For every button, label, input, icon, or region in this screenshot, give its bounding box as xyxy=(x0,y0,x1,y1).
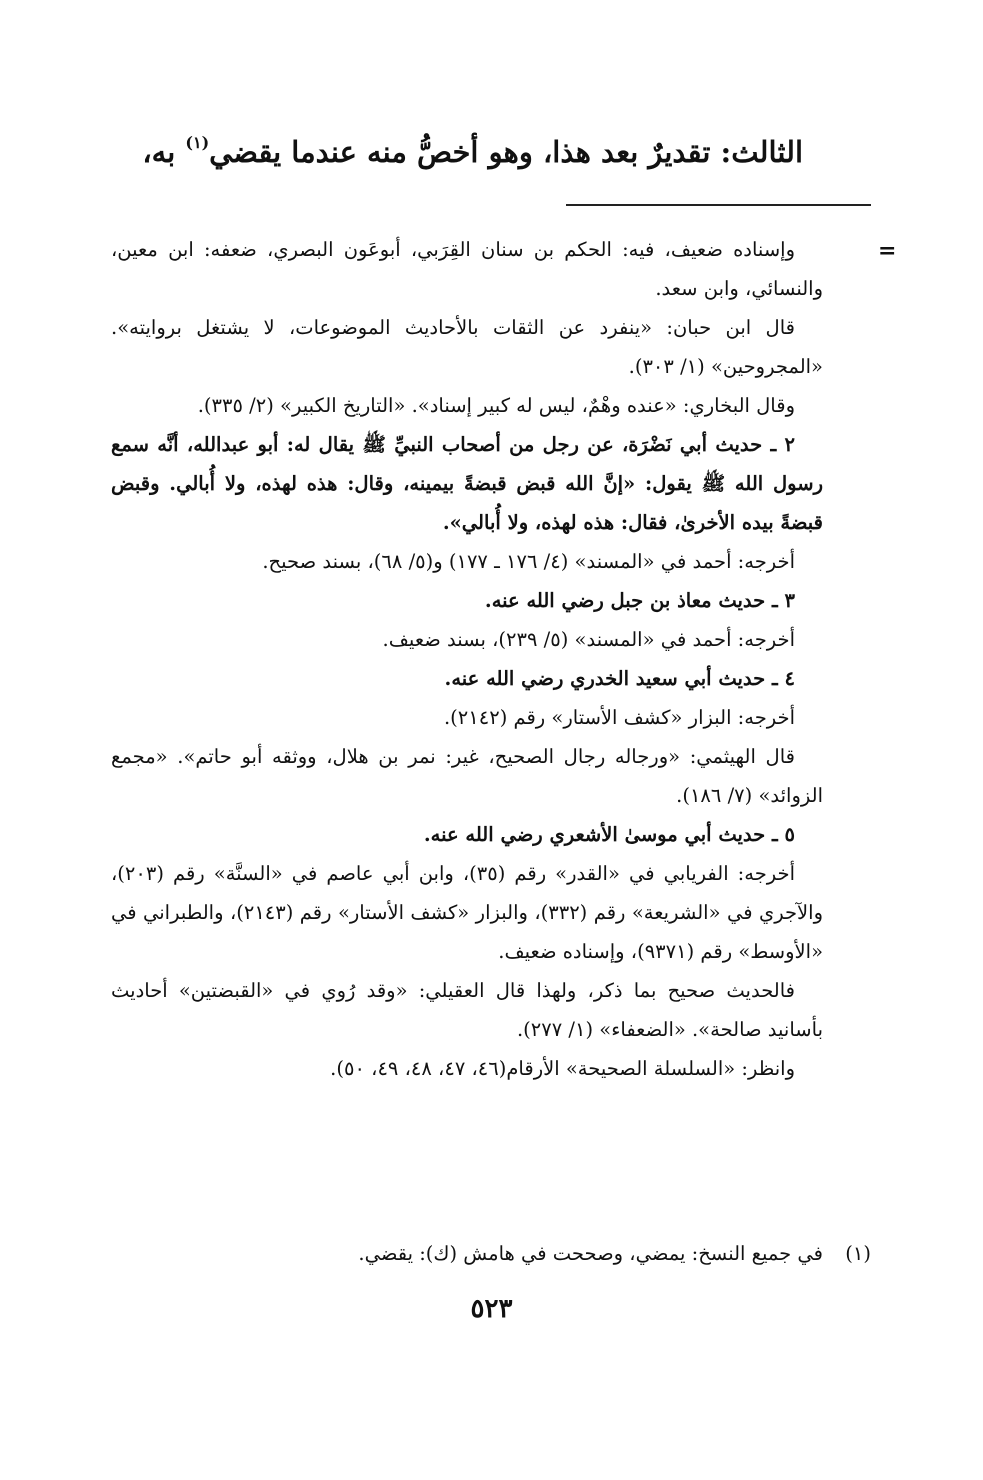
hadith-heading: ٥ ـ حديث أبي موسىٰ الأشعري رضي الله عنه. xyxy=(423,823,795,846)
note-paragraph: أخرجه: أحمد في «المسند» (٤/ ١٧٦ ـ ١٧٧) و(٥/ ٦٨)، بسند صحيح. xyxy=(262,550,795,573)
footnote-1 xyxy=(111,1234,871,1273)
heading-tail: به، xyxy=(142,135,186,169)
note-paragraph: أخرجه: الفريابي في «القدر» رقم (٣٥)، وابن أبي عاصم في «السنَّة» رقم (٢٠٣)، والآجري في «الشريعة» رقم (٣٣٢)، والبزار «كشف الأستار» رقم (٢١٤٣)، والطبراني في «الأوسط» رقم (٩٣٧١)، وإسناده ضعيف. xyxy=(111,862,823,963)
continuation-mark: = xyxy=(878,238,897,264)
note-paragraph: فالحديث صحيح بما ذكر، ولهذا قال العقيلي: «وقد رُوي في «القبضتين» أحاديث بأسانيد صالحة». «الضعفاء» (١/ ٢٧٧). xyxy=(111,979,823,1041)
heading-lead: الثالث: xyxy=(720,135,803,169)
heading-text: تقديرٌ بعد هذا، وهو أخصُّ منه عندما يقضي xyxy=(209,135,721,169)
note-paragraph: وإسناده ضعيف، فيه: الحكم بن سنان القِرَبي، أبوعَون البصري، ضعفه: ابن معين، والنسائي، وابن سعد. xyxy=(111,238,823,300)
footnote-continuation xyxy=(111,230,823,1088)
hadith-heading: ٢ ـ حديث أبي نَضْرَة، عن رجل من أصحاب النبيِّ ﷺ يقال له: أبو عبدالله، أنَّه سمع رسول الله ﷺ يقول: «إنَّ الله قبض قبضةً بيمينه، وقال: هذه لهذه، ولا أُبالي. وقبض قبضةً بيده الأخرىٰ، فقال: هذه لهذه، ولا أُبالي». xyxy=(111,433,823,534)
hadith-heading: ٣ ـ حديث معاذ بن جبل رضي الله عنه. xyxy=(484,589,795,612)
page-number: ٥٢٣ xyxy=(470,1294,513,1324)
note-paragraph: أخرجه: أحمد في «المسند» (٥/ ٢٣٩)، بسند ضعيف. xyxy=(382,628,795,651)
footnote-number: (١) xyxy=(845,1242,871,1265)
note-paragraph: قال الهيثمي: «ورجاله رجال الصحيح، غير: نمر بن هلال، ووثقه أبو حاتم». «مجمع الزوائد» (٧/ ١٨٦). xyxy=(111,745,823,807)
main-text-line xyxy=(120,118,803,177)
note-paragraph: قال ابن حبان: «ينفرد عن الثقات بالأحاديث الموضوعات، لا يشتغل بروايته». «المجروحين» (١/ ٣٠٣). xyxy=(111,316,823,378)
hadith-heading: ٤ ـ حديث أبي سعيد الخدري رضي الله عنه. xyxy=(444,667,795,690)
note-paragraph: وانظر: «السلسلة الصحيحة» الأرقام(٤٦، ٤٧، ٤٨، ٤٩، ٥٠). xyxy=(330,1057,795,1080)
footnote-separator xyxy=(566,204,871,206)
note-paragraph: أخرجه: البزار «كشف الأستار» رقم (٢١٤٢). xyxy=(443,706,795,729)
footnote-text: في جميع النسخ: يمضي، وصححت في هامش (ك): يقضي. xyxy=(358,1242,823,1265)
footnote-reference: (١) xyxy=(185,133,210,152)
note-paragraph: وقال البخاري: «عنده وهْمٌ، ليس له كبير إسناد». «التاريخ الكبير» (٢/ ٣٣٥). xyxy=(197,394,795,417)
